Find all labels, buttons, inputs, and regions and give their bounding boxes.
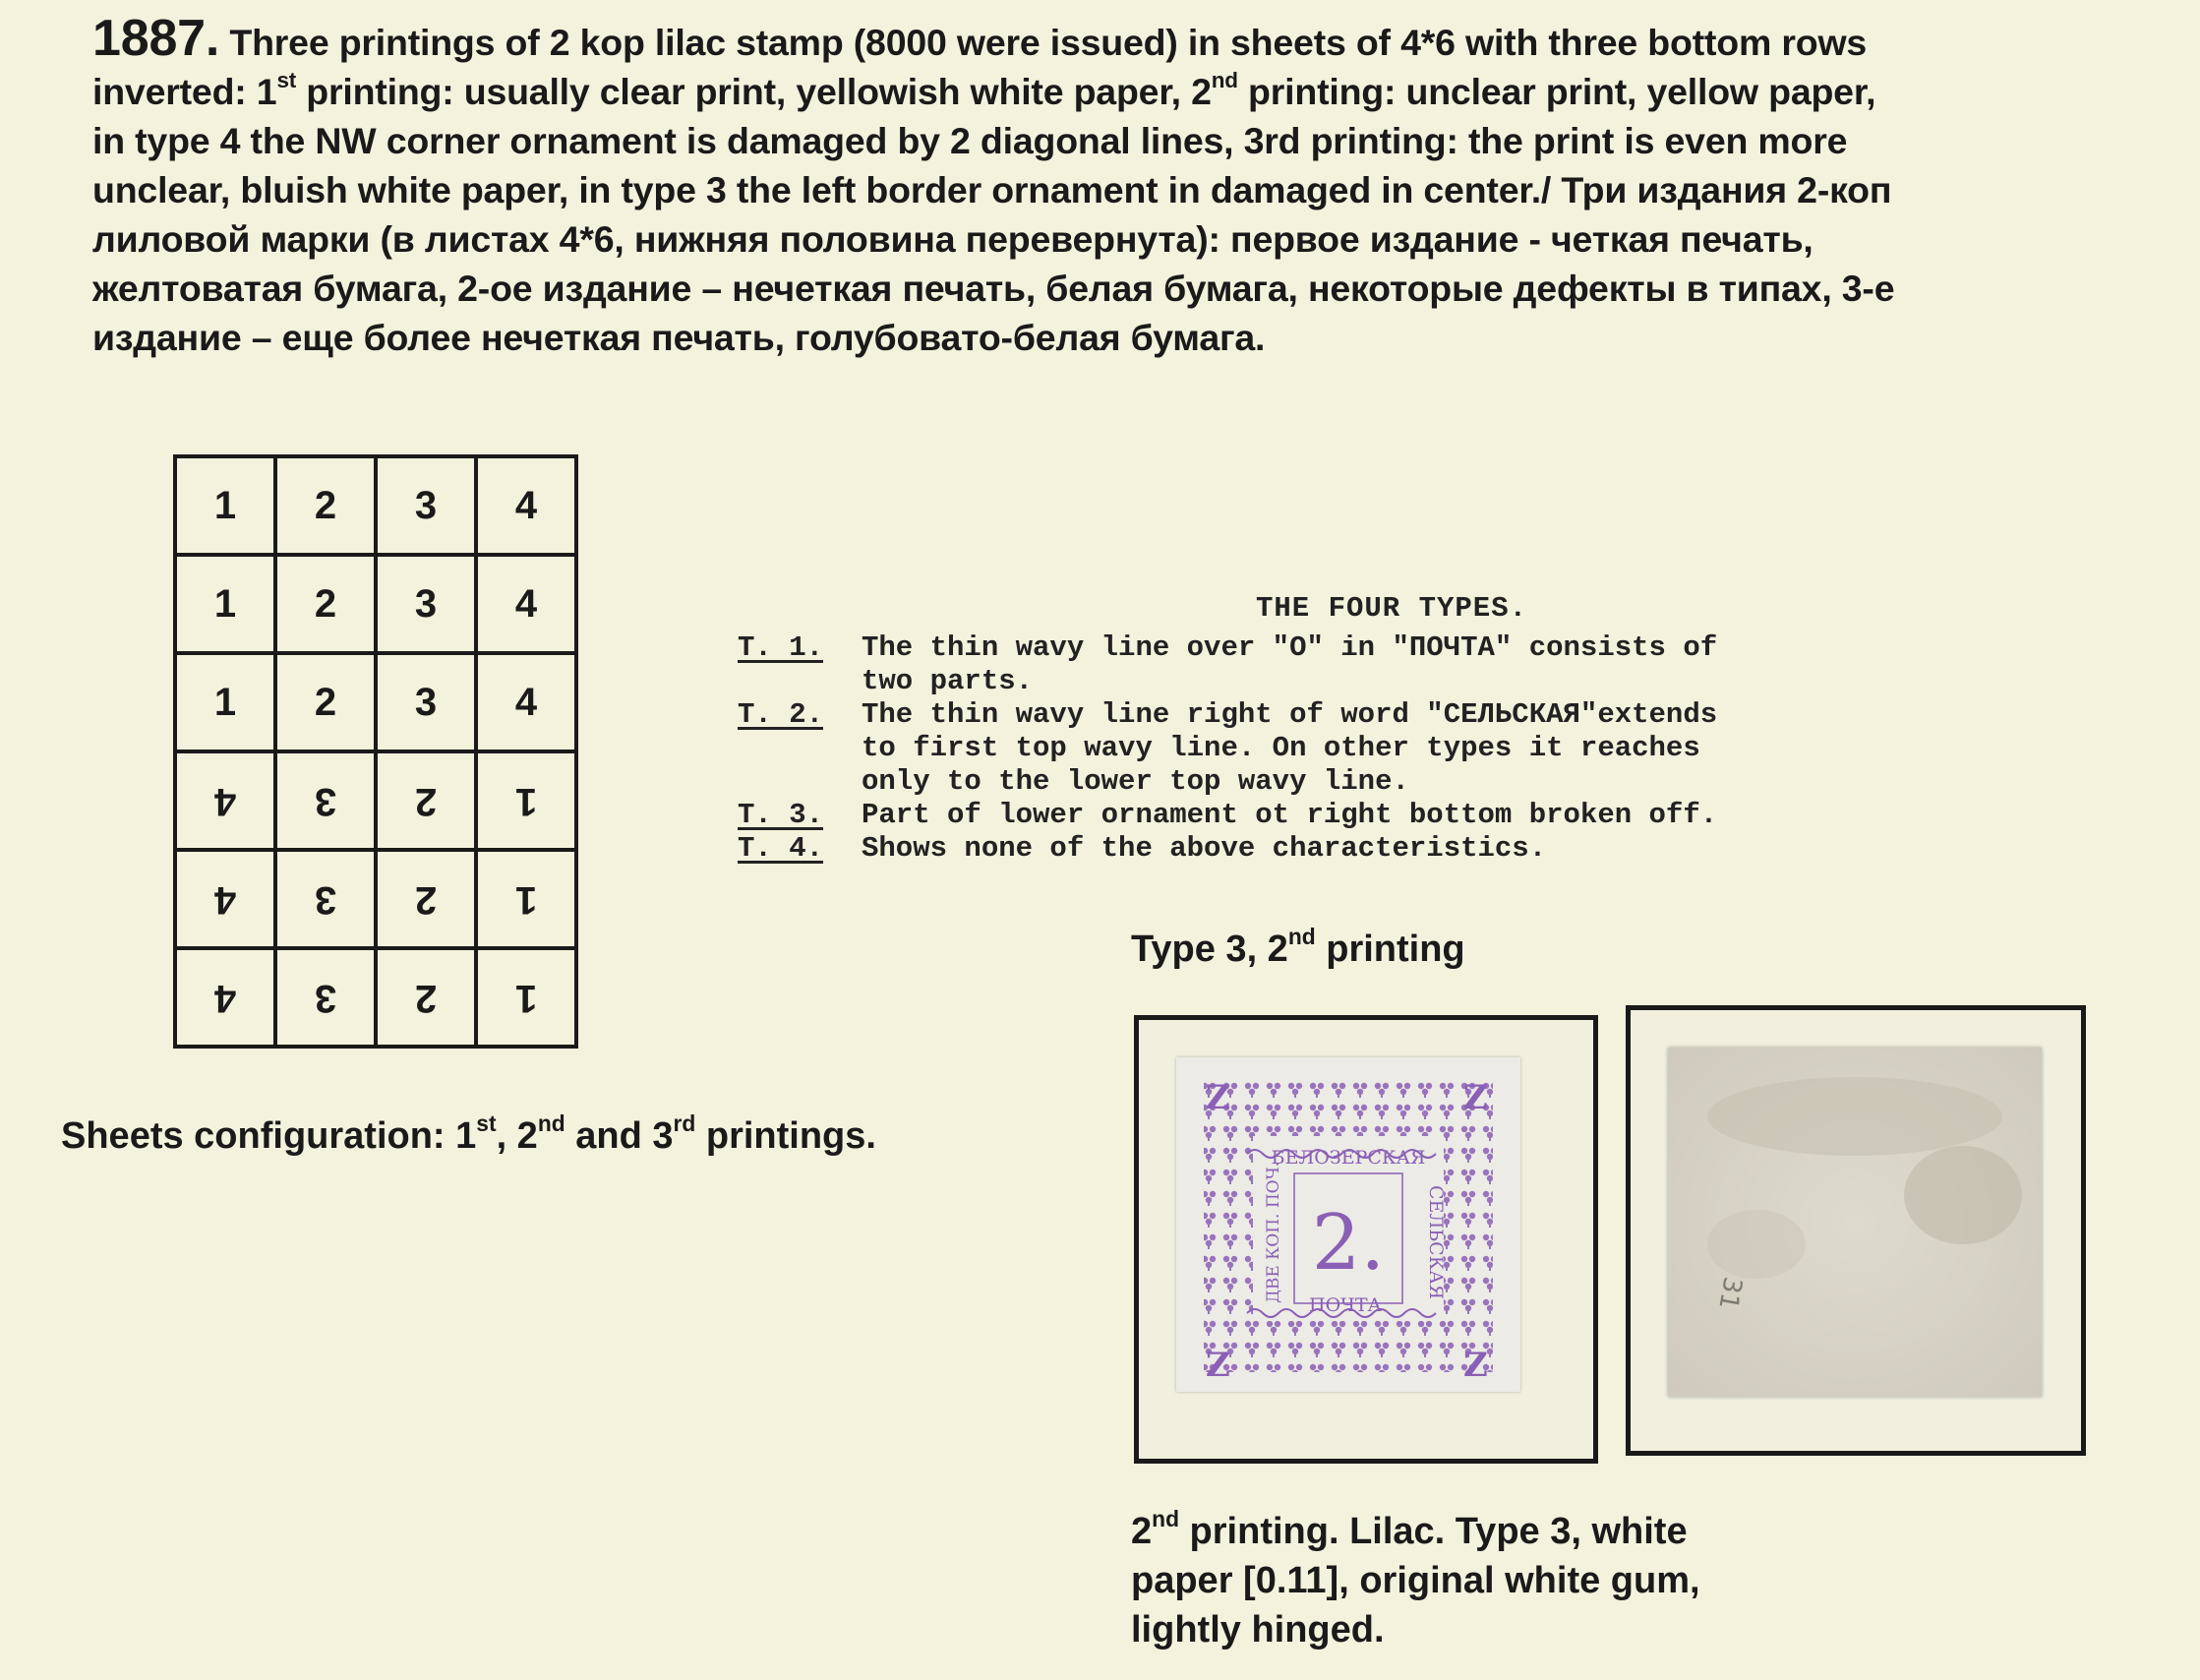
grid-row — [175, 653, 576, 751]
grid-row — [175, 456, 576, 555]
grid-cell: 1 — [476, 948, 576, 1047]
grid-row-inverted — [175, 948, 576, 1047]
grid-row-inverted — [175, 751, 576, 850]
stamp-front-design — [1176, 1057, 1520, 1392]
grid-cell: 1 — [476, 850, 576, 948]
grid-cell: 3 — [275, 751, 376, 850]
grid-cell: 3 — [376, 555, 476, 653]
stamp-back-image — [1668, 1048, 2042, 1397]
sheet-configuration-grid — [173, 454, 578, 1049]
stamp-caption: 2nd printing. Lilac. Type 3, white paper [0.11], original white gum, lightly hinged. — [1131, 1505, 1700, 1650]
header-line-5: лиловой марки (в листах 4*6, нижняя половина перевернута): первое издание - четкая печать, — [92, 218, 1814, 260]
types-title: THE FOUR TYPES. — [1255, 592, 1528, 625]
grid-cell: 2 — [376, 751, 476, 850]
type-text: Part of lower ornament ot right bottom broken off. — [862, 799, 1718, 831]
type-entry — [738, 698, 1937, 799]
stamp-heading: Type 3, 2nd printing — [1131, 923, 1465, 970]
grid-row — [175, 555, 576, 653]
stamp-value: 2. — [1311, 1199, 1386, 1288]
stamp-left-text: ДВЕ КОП. ПОЧ. — [1264, 1161, 1283, 1303]
header-line-4: unclear, bluish white paper, in type 3 the left border ornament in damaged in center./ Три издания 2-коп — [92, 169, 1892, 210]
grid-cell: 2 — [376, 948, 476, 1047]
stamp-front-frame — [1134, 1015, 1598, 1464]
type-entry — [738, 832, 1937, 866]
four-types-description — [738, 592, 1937, 866]
grid-cell: 4 — [175, 948, 275, 1047]
header-text — [92, 10, 2177, 362]
grid-cell: 4 — [476, 555, 576, 653]
type-label: T. 3. — [738, 799, 824, 831]
type-label: T. 1. — [738, 631, 824, 664]
header-line-1: 1887. Three printings of 2 kop lilac stamp (8000 were issued) in sheets of 4*6 with three bottom rows — [92, 10, 1868, 67]
corner-mark: Z — [1463, 1078, 1488, 1117]
grid-cell: 3 — [376, 456, 476, 555]
grid-cell: 3 — [376, 653, 476, 751]
grid-cell: 1 — [175, 555, 275, 653]
stamp-back-design — [1668, 1048, 2042, 1397]
grid-cell: 2 — [275, 555, 376, 653]
grid-cell: 1 — [175, 456, 275, 555]
stamp-bottom-text: ПОЧТА. — [1309, 1294, 1388, 1316]
corner-mark: Z — [1206, 1078, 1230, 1117]
grid-cell: 4 — [476, 456, 576, 555]
stamp-back-mark: 31 — [1712, 1274, 1748, 1312]
grid-cell: 4 — [175, 751, 275, 850]
grid-cell: 4 — [476, 653, 576, 751]
grid-cell: 2 — [275, 456, 376, 555]
type-label: T. 2. — [738, 698, 824, 731]
type-text: Shows none of the above characteristics. — [862, 832, 1547, 865]
header-line-2: inverted: 1st printing: usually clear print, yellowish white paper, 2nd printing: unclear print, yellow paper, — [92, 68, 1876, 112]
header-line-3: in type 4 the NW corner ornament is damaged by 2 diagonal lines, 3rd printing: the print is even more — [92, 120, 1848, 161]
header-line-6: желтоватая бумага, 2-ое издание – нечеткая печать, белая бумага, некоторые дефекты в типах, 3-е — [92, 268, 1895, 309]
grid-cell: 2 — [275, 653, 376, 751]
header-line-7: издание – еще более нечеткая печать, голубовато-белая бумага. — [92, 317, 1266, 358]
stamp-front-image — [1176, 1057, 1520, 1392]
grid-cell: 1 — [476, 751, 576, 850]
type-entry — [738, 631, 1937, 698]
corner-mark: Z — [1206, 1346, 1230, 1385]
grid-cell: 1 — [175, 653, 275, 751]
grid-row-inverted — [175, 850, 576, 948]
corner-mark: Z — [1463, 1346, 1488, 1385]
grid-cell: 3 — [275, 850, 376, 948]
type-label: T. 4. — [738, 832, 824, 865]
stamp-back-frame — [1626, 1005, 2086, 1456]
type-text: The thin wavy line over "O" in "ПОЧТА" consists of two parts. — [862, 631, 1718, 697]
year-label: 1887. — [92, 10, 220, 67]
sheet-caption: Sheets configuration: 1st, 2nd and 3rd printings. — [61, 1110, 876, 1157]
type-entry — [738, 799, 1937, 832]
stamp-right-text: СЕЛЬСКАЯ — [1425, 1185, 1447, 1300]
stamp-top-text: БЕЛОЗЕРСКАЯ — [1271, 1147, 1426, 1169]
type-text: The thin wavy line right of word "СЕЛЬСКАЯ"extends to first top wavy line. On other types it reaches only to the lower top wavy line. — [862, 698, 1718, 798]
grid-cell: 4 — [175, 850, 275, 948]
grid-cell: 3 — [275, 948, 376, 1047]
grid-cell: 2 — [376, 850, 476, 948]
